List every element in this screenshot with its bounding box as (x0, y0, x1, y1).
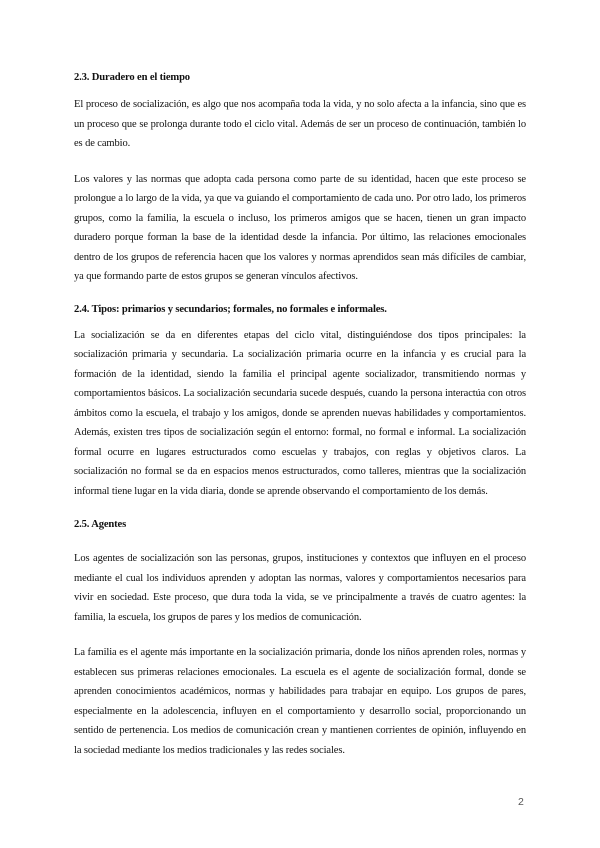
paragraph: La socialización se da en diferentes etapas del ciclo vital, distinguiéndose dos tipos principales: la socialización primaria y secundaria. La socialización primaria ocurre en la infancia y es crucial para la formación de la identidad, siendo la familia el principal agente socializador, transmitiendo normas y comportamientos básicos. La socialización secundaria sucede después, cuando la persona interactúa con otros ámbitos como la escuela, el trabajo y los amigos, donde se aprenden nuevas habilidades y comportamientos. Además, existen tres tipos de socialización según el entorno: formal, no formal e informal. La socialización formal ocurre en lugares estructurados como escuelas y trabajos, con reglas y objetivos claros. La socialización no formal se da en espacios menos estructurados, como talleres, mientras que la socialización informal tiene lugar en la vida diaria, donde se aprende observando el comportamiento de los demás. (74, 329, 526, 497)
page-content (74, 71, 526, 760)
paragraph: El proceso de socialización, es algo que nos acompaña toda la vida, y no solo afecta a la infancia, sino que es un proceso que se prolonga durante todo el ciclo vital. Además de ser un proceso de continuación, también lo es de cambio. (74, 99, 526, 149)
section-heading-2-4: 2.4. Tipos: primarios y secundarios; formales, no formales e informales. (74, 303, 387, 315)
paragraph: La familia es el agente más importante en la socialización primaria, donde los niños aprenden roles, normas y establecen sus primeras relaciones emocionales. La escuela es el agente de socialización formal, donde se aprenden conocimientos académicos, normas y habilidades para trabajar en equipo. Los grupos de pares, especialmente en la adolescencia, influyen en el comportamiento y desarrollo social, proporcionando un sentido de pertenencia. Los medios de comunicación crean y mantienen corrientes de opinión, influyendo en la sociedad mediante los medios tradicionales y las redes sociales. (74, 647, 526, 756)
paragraph: Los valores y las normas que adopta cada persona como parte de su identidad, hacen que este proceso se prolongue a lo largo de la vida, ya que va guiando el comportamiento de cada uno. Por otro lado, los primeros grupos, como la familia, la escuela o incluso, los primeros amigos que se hacen, tienen un gran impacto duradero porque forman la base de la identidad desde la infancia. Por último, las relaciones emocionales dentro de los grupos de referencia hacen que los valores y normas aprendidos sean más difíciles de cambiar, ya que formando parte de estos grupos se generan vínculos afectivos. (74, 173, 526, 282)
page-number: 2 (518, 796, 524, 808)
section-heading-2-5: 2.5. Agentes (74, 519, 127, 530)
section-heading-2-3: 2.3. Duradero en el tiempo (74, 72, 190, 83)
paragraph: Los agentes de socialización son las personas, grupos, instituciones y contextos que influyen en el proceso mediante el cual los individuos aprenden y adoptan las normas, valores y comportamientos necesarios para vivir en sociedad. Este proceso, que dura toda la vida, se ve principalmente a través de cuatro agentes: la familia, la escuela, los grupos de pares y los medios de comunicación. (74, 553, 526, 623)
